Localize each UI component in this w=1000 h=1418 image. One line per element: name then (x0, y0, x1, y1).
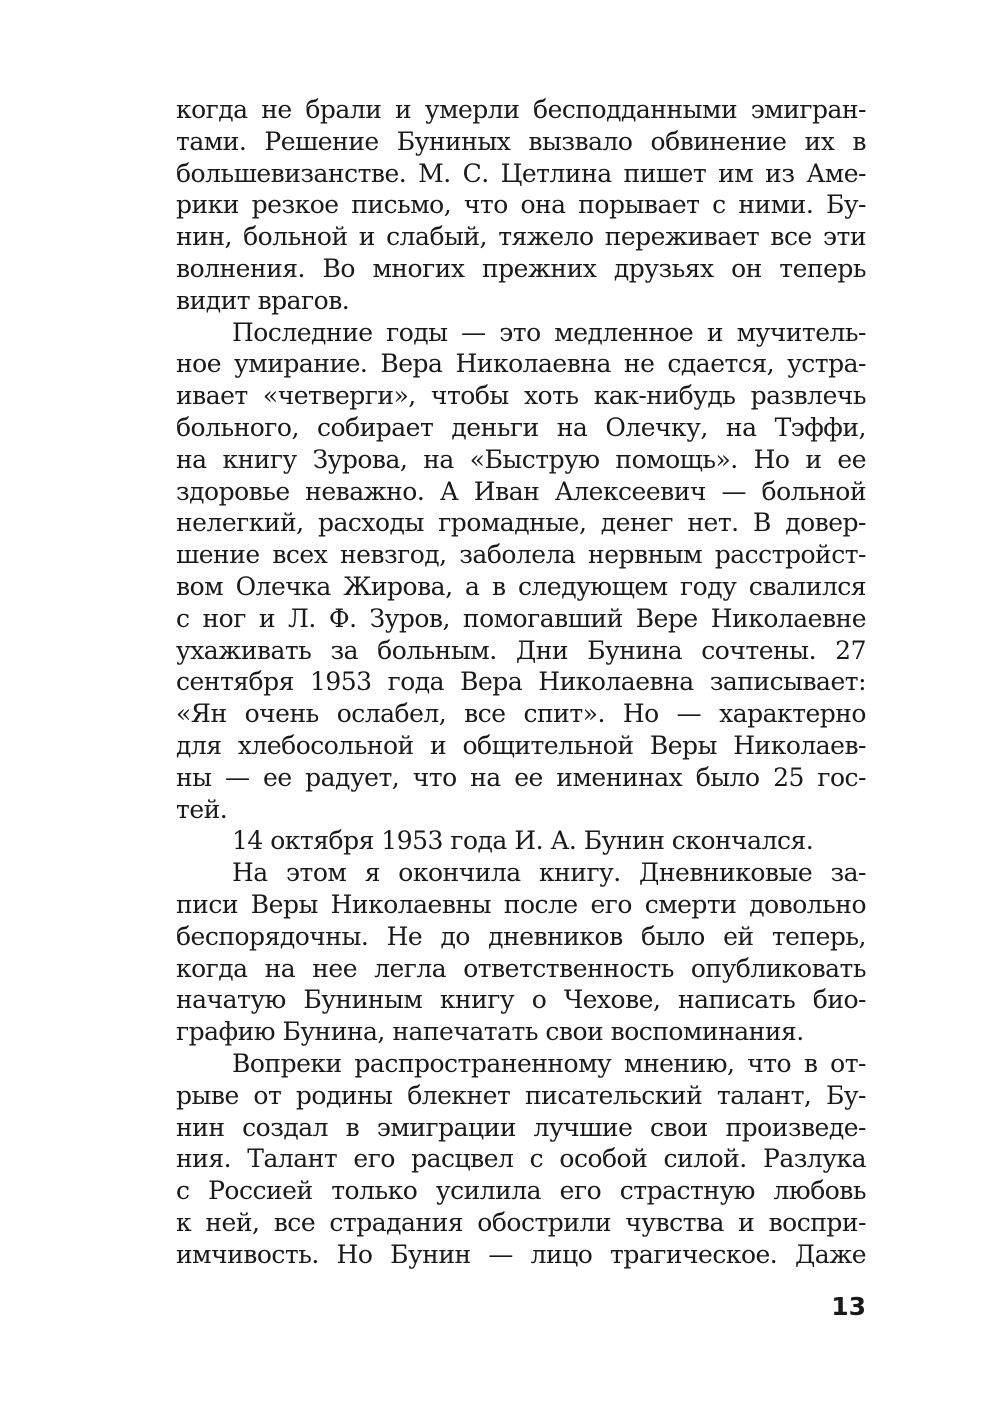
text-line: ния. Талант его расцвел с особой силой. Разлука (176, 1144, 866, 1174)
text-line: тей. (176, 794, 228, 824)
text-line: волнения. Во многих прежних друзьях он теперь (176, 253, 866, 283)
text-line: ны — ее радует, что на ее именинах было 25 гос- (176, 762, 866, 792)
text-line: ивает «четверги», чтобы хоть как-нибудь развлечь (176, 381, 866, 411)
text-line: когда не брали и умерли бесподданными эмигран- (176, 95, 866, 124)
text-line: беспорядочны. Не до дневников было ей теперь, (176, 921, 866, 951)
paragraph-first-line: 14 октября 1953 года И. А. Бунин скончался. (232, 826, 814, 856)
text-line: имчивость. Но Бунин — лицо трагическое. Даже (176, 1239, 866, 1269)
paragraph-first-line: Вопреки распространенному мнению, что в от- (232, 1048, 866, 1078)
text-line: нелегкий, расходы громадные, денег нет. В довер- (176, 508, 866, 538)
text-line: рики резкое письмо, что она порывает с ними. Бу- (176, 190, 866, 220)
text-line: шение всех невзгод, заболела нервным расстройст- (176, 540, 866, 570)
page-number: 13 (831, 1292, 866, 1321)
text-line: нин, больной и слабый, тяжело переживает все эти (176, 222, 866, 252)
text-line: нин создал в эмиграции лучшие свои произведе- (176, 1112, 866, 1142)
text-line: больного, собирает деньги на Олечку, на Тэффи, (176, 412, 866, 442)
paragraph-first-line: На этом я окончила книгу. Дневниковые за- (232, 858, 866, 888)
text-line: большевизанстве. М. С. Цетлина пишет им из Аме- (176, 158, 866, 188)
text-line: сентября 1953 года Вера Николаевна записывает: (176, 667, 866, 697)
text-line: тами. Решение Буниных вызвало обвинение их в (176, 126, 866, 156)
body-text (176, 94, 866, 1270)
text-line: ухаживать за больным. Дни Бунина сочтены. 27 (176, 635, 866, 665)
text-line: начатую Буниным книгу о Чехове, написать био- (176, 985, 866, 1015)
text-line: рыве от родины блекнет писательский талант, Бу- (176, 1080, 866, 1110)
text-line: с Россией только усилила его страстную любовь (176, 1176, 866, 1206)
text-line: ное умирание. Вера Николаевна не сдается, устра- (176, 349, 866, 379)
text-line: писи Веры Николаевны после его смерти довольно (176, 889, 866, 919)
paragraph-first-line: Последние годы — это медленное и мучитель- (232, 317, 866, 347)
text-line: графию Бунина, напечатать свои воспоминания. (176, 1017, 804, 1047)
text-line: на книгу Зурова, на «Быструю помощь». Но и ее (176, 444, 866, 474)
text-line: к ней, все страдания обострили чувства и воспри- (176, 1207, 866, 1237)
text-line: вом Олечка Жирова, а в следующем году свалился (176, 571, 866, 601)
text-line: с ног и Л. Ф. Зуров, помогавший Вере Николаевне (176, 603, 866, 633)
text-line: здоровье неважно. А Иван Алексеевич — больной (176, 476, 866, 506)
text-line: «Ян очень ослабел, все спит». Но — характерно (176, 699, 866, 729)
text-line: когда на нее легла ответственность опубликовать (176, 953, 866, 983)
text-line: для хлебосольной и общительной Веры Николаев- (176, 730, 866, 760)
text-line: видит врагов. (176, 285, 350, 315)
